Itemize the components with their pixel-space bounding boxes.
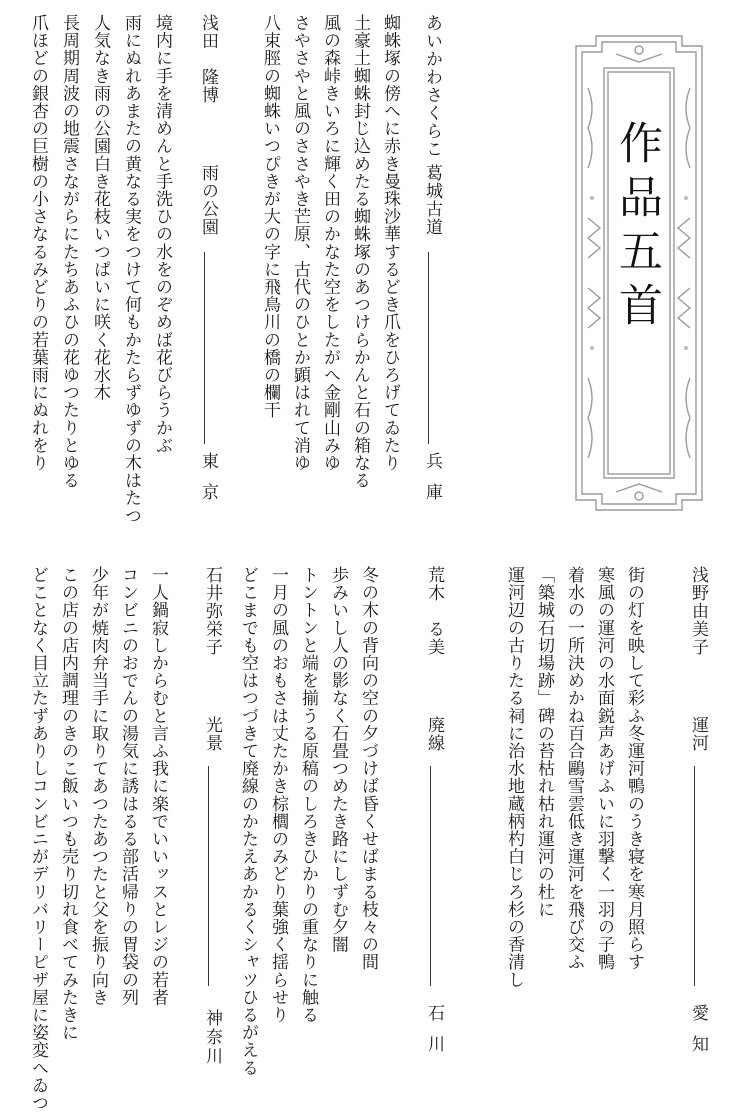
poem-line: 人気なき雨の公園白き花枝いつぱいに咲く花水木 [90, 14, 110, 402]
author-name: 石井弥栄子 [202, 566, 222, 656]
title-rule [694, 766, 695, 986]
poem-line: 土豪土蜘蛛封じ込めたる蜘蛛塚のあつけらかんと石の箱なる [350, 14, 370, 490]
author-place: 東京 [198, 452, 218, 514]
work-title: 運河 [688, 716, 708, 752]
poem-line: 一人鍋寂しからむと言ふ我に楽でいいッスとレジの若者 [148, 566, 168, 1006]
title-rule [430, 766, 431, 986]
poem-line: 蜘蛛塚の傍へに赤き曼珠沙華するどき爪をひろげてゐたり [380, 14, 400, 472]
poem-line: 雨にぬれあまたの黄なる実をつけて何もかたらずゆずの木はたつ [121, 14, 141, 525]
author-place: 石川 [424, 1004, 444, 1066]
title-rule [208, 766, 209, 986]
poem-line: 爪ほどの銀杏の巨樹の小さなるみどりの若葉雨にぬれをり [28, 14, 48, 472]
poem-line: 長周期周波の地震さながらにたちあふひの花ゆつたりとゆる [59, 14, 79, 490]
work-title: 廃線 [424, 716, 444, 752]
poem-line: どこまでも空はつづきて廃線のかたえあかるくシャツひるがえる [238, 566, 258, 1077]
author-name: 荒木 る美 [424, 566, 444, 656]
poem-line: 運河辺の古りたる祠に治水地蔵柄杓白じろ杉の香清し [504, 566, 524, 989]
poem-line: 境内に手を清めんと手洗ひの水をのぞめば花びらうかぶ [152, 14, 172, 454]
poem-line: 一月の風のおもさは丈たかき棕櫚のみどり葉強く揺らせり [268, 566, 288, 1024]
poem-line: 冬の木の背向の空の夕づけば昏くせばまる枝々の間 [358, 566, 378, 971]
author-name: 浅田 隆博 [198, 14, 218, 104]
poem-line: 少年が焼肉弁当手に取りてあつたあつたと父を振り向き [88, 566, 108, 1006]
section-title: 作品五首 [611, 120, 662, 336]
title-rule [204, 252, 205, 444]
author-place: 神奈川 [202, 1009, 222, 1066]
poem-line: さやさやと風のささやき芒原、古代のひとか顕はれて消ゆ [290, 14, 310, 472]
poem-line: この店の店内調理のきのこ飯いつも売り切れ食べてみたきに [58, 566, 78, 1042]
poem-line: 「築城石切場跡」碑の苔枯れ枯れ運河の杜に [534, 566, 554, 918]
poem-line: 歩みいし人の影なく石畳つめたき路にしずむ夕闇 [328, 566, 348, 954]
poem-line: 寒風の運河の水面鋭声あげふいに羽撃く一羽の子鴨 [594, 566, 614, 971]
section-title-panel [566, 28, 712, 518]
author-name: 浅野由美子 [688, 566, 708, 656]
poem-line: どことなく目立たずありしコンビニがデリバリーピザ屋に姿変へゐつ [28, 566, 48, 1112]
work-title: 光景 [202, 716, 222, 752]
poem-line: 八束脛の蜘蛛いつぴきが大の字に飛鳥川の橋の欄干 [260, 14, 280, 419]
poem-line: 着水の一所決めかね百合鷗雪雲低き運河を飛び交ふ [564, 566, 584, 971]
author-name: あいかわさくらこ [422, 14, 442, 158]
poem-line: コンビニのおでんの湯気に誘はるる部活帰りの胃袋の列 [118, 566, 138, 1006]
bottom-row [0, 566, 734, 1112]
work-title: 葛城古道 [422, 164, 442, 236]
author-place: 愛知 [688, 1004, 708, 1066]
poem-line: 風の森峠きいろに輝く田のかなた空をしたがへ金剛山みゆ [320, 14, 340, 472]
author-place: 兵庫 [422, 452, 442, 514]
title-rule [428, 252, 429, 444]
poem-line: トントンと端を揃うる原稿のしろきひかりの重なりに触る [298, 566, 318, 1024]
work-title: 雨の公園 [198, 164, 218, 236]
poem-line: 街の灯を映して彩ふ冬運河鴨のうき寝を寒月照らす [624, 566, 644, 971]
top-row [0, 14, 734, 525]
